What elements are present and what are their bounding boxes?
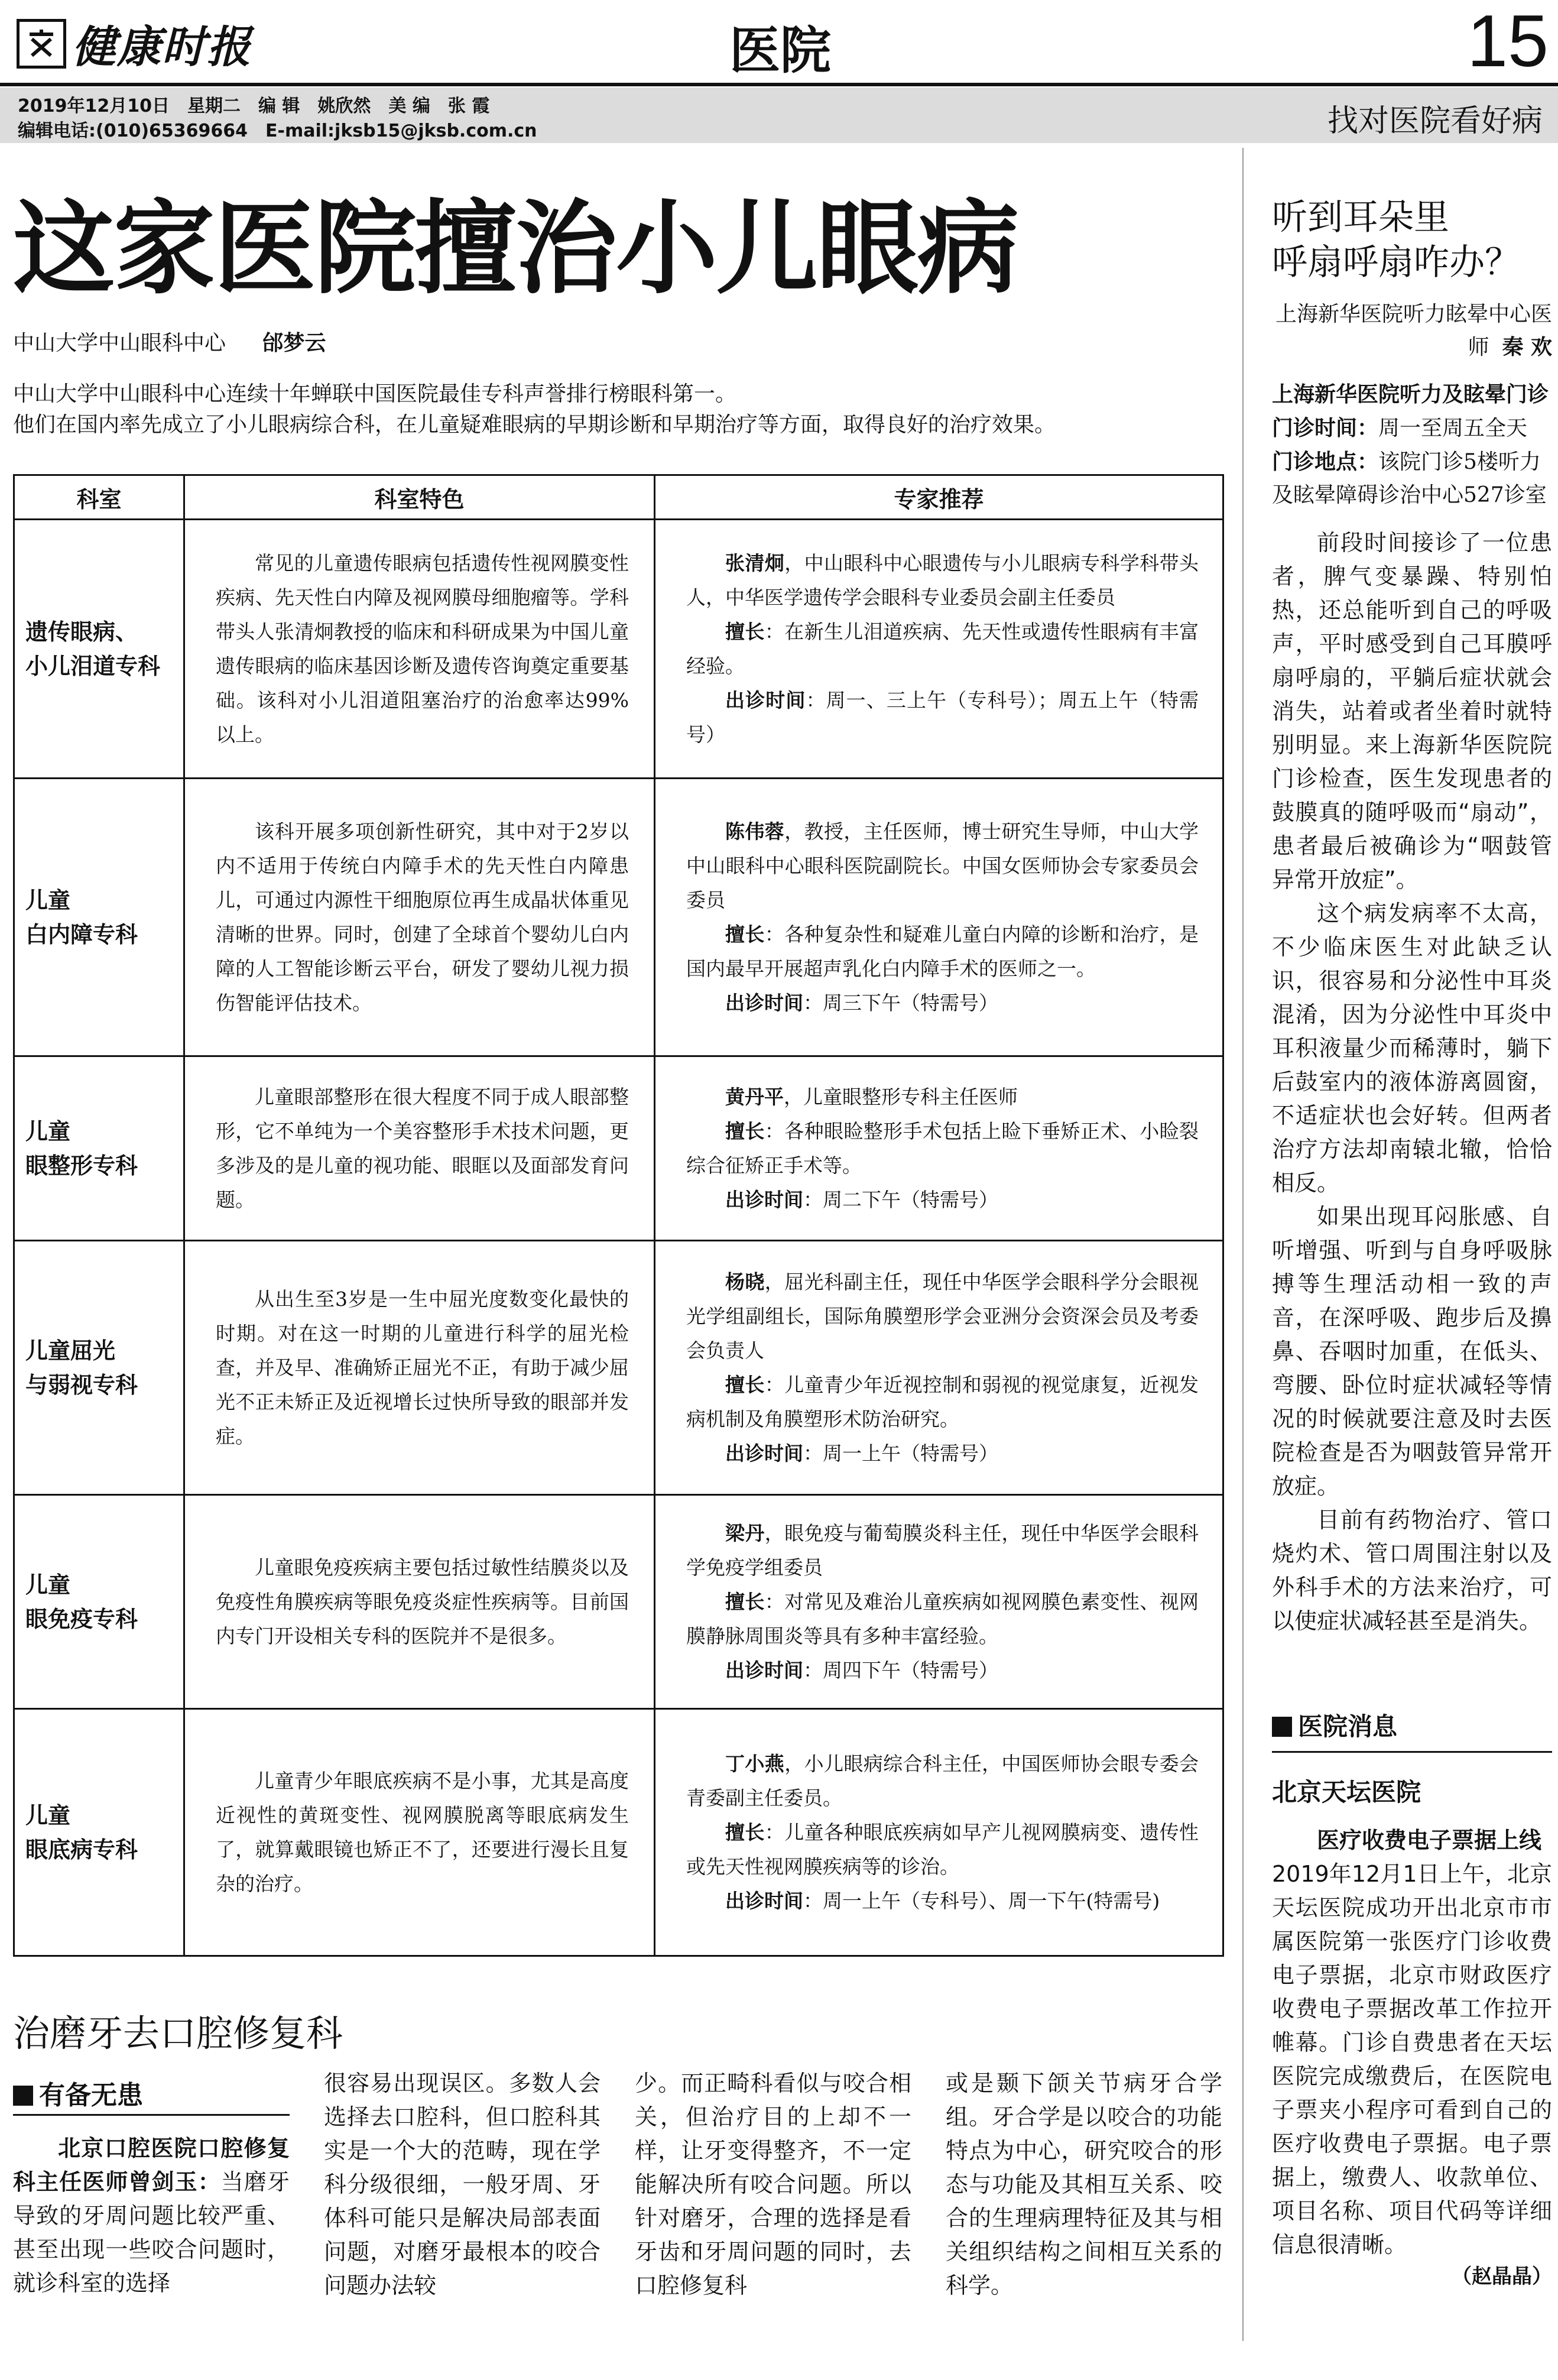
column-divider [1242,148,1244,2341]
byline-org: 中山大学中山眼科中心 [13,331,226,355]
intro-line-1: 中山大学中山眼科中心连续十年蝉联中国医院最佳专科声誉排行榜眼科第一。 [13,382,737,406]
contact-line: 编辑电话:(010)65369664 E-mail:jksb15@jksb.com.cn [18,121,537,141]
expert-cell: 陈伟蓉，教授，主任医师，博士研究生导师，中山大学中山眼科中心眼科医院副院长。中国女医师协会专家委员会委员 擅长：各种复杂性和疑难儿童白内障的诊断和治疗，是国内最早开展超声乳化白内障手术的医师之一。 出诊时间：周三下午（特需号） [655,779,1223,1056]
department-cell: 儿童 眼底病专科 [14,1709,184,1956]
sidebar-headline: 听到耳朵里 呼扇呼扇咋办？ [1272,197,1520,283]
department-table [13,474,1224,1957]
sidebar-paragraph: 如果出现耳闷胀感、自听增强、听到与自身呼吸脉搏等生理活动相一致的声音，在深呼吸、跑步后及擤鼻、吞咽时加重，在低头、弯腰、卧位时症状减轻等情况的时候就要注意及时去医院检查是否为咽鼓管异常开放症。 [1272,1204,1552,1499]
bottom-column-3: 少。而正畸科看似与咬合相关，但治疗目的上却不一样，让牙变得整齐，不一定能解决所有咬合问题。所以针对磨牙，合理的选择是看牙齿和牙周问题的同时，去口腔修复科 [635,2070,911,2298]
section-square-icon [1272,1717,1292,1737]
expert-name: 杨晓 [725,1270,765,1293]
logo-text: 健康时报 [72,22,252,73]
table-row [14,1056,1223,1241]
header-feature: 科室特色 [184,475,655,520]
header-department: 科室 [14,475,184,520]
feature-cell: 儿童眼免疫疾病主要包括过敏性结膜炎以及免疫性角膜疾病等眼免疫炎症性疾病等。目前国内专门开设相关专科的医院并不是很多。 [184,1495,655,1709]
feature-cell: 儿童青少年眼底疾病不是小事，尤其是高度近视性的黄斑变性、视网膜脱离等眼底病发生了，就算戴眼镜也矫正不了，还要进行漫长且复杂的治疗。 [184,1709,655,1956]
bottom-column-4: 或是颞下颌关节病牙合学组。牙合学是以咬合的功能特点为中心，研究咬合的形态与功能及其相互关系、咬合的生理病理特征及其与相关组织结构之间相互关系的科学。 [946,2070,1222,2298]
feature-cell: 儿童眼部整形在很大程度不同于成人眼部整形，它不单纯为一个美容整形手术技术问题，更多涉及的是儿童的视功能、眼眶以及面部发育问题。 [184,1056,655,1241]
department-cell: 遗传眼病、 小儿泪道专科 [14,520,184,779]
expert-cell: 梁丹，眼免疫与葡萄膜炎科主任，现任中华医学会眼科学免疫学组委员 擅长：对常见及难治儿童疾病如视网膜色素变性、视网膜静脉周围炎等具有多种丰富经验。 出诊时间：周四下午（特需号） [655,1495,1223,1709]
table-row [14,1495,1223,1709]
expert-cell: 黄丹平，儿童眼整形专科主任医师 擅长：各种眼睑整形手术包括上睑下垂矫正术、小睑裂综合征矫正手术等。 出诊时间：周二下午（特需号） [655,1056,1223,1241]
table-header-row [14,475,1223,520]
news-title: 医疗收费电子票据上线 [1317,1827,1542,1853]
sidebar-paragraph: 这个病发病率不太高，不少临床医生对此缺乏认识，很容易和分泌性中耳炎混淆，因为分泌性中耳炎中耳积液量少而稀薄时，躺下后鼓室内的液体游离圆窗，不适症状也会好转。但两者治疗方法却南辕北辙，恰恰相反。 [1272,900,1552,1196]
sidebar [1272,195,1552,1638]
header-rule [0,83,1558,86]
date-line: 2019年12月10日 星期二 编 辑 姚欣然 美 编 张 霞 [18,96,490,116]
main-headline: 这家医院擅治小儿眼病 [13,188,1018,308]
bottom-byline: 北京口腔医院口腔修复科主任医师曾剑玉： [13,2135,290,2195]
news-label: 医院消息 [1272,1707,1552,1753]
byline-author: 邰梦云 [262,331,326,355]
section-title: 医院 [729,21,831,80]
sidebar-byline: 上海新华医院听力眩晕中心医师 秦 欢 [1275,302,1552,359]
expert-cell: 张清炯，中山眼科中心眼遗传与小儿眼病专科学科带头人，中华医学遗传学会眼科专业委员会副主任委员 擅长：在新生儿泪道疾病、先天性或遗传性眼病有丰富经验。 出诊时间：周一、三上午（专科号）；周五上午（特需号） [655,520,1223,779]
table-row [14,1241,1223,1495]
expert-cell: 丁小燕，小儿眼病综合科主任，中国医师协会眼专委会青委副主任委员。 擅长：儿童各种眼底疾病如早产儿视网膜病变、遗传性或先天性视网膜疾病等的诊治。 出诊时间：周一上午（专科号）、周一下午(特需号) [655,1709,1223,1956]
department-cell: 儿童 眼整形专科 [14,1056,184,1241]
feature-cell: 该科开展多项创新性研究，其中对于2岁以内不适用于传统白内障手术的先天性白内障患儿，可通过内源性干细胞原位再生成晶状体重见清晰的世界。同时，创建了全球首个婴幼儿白内障的人工智能诊断云平台，研发了婴幼儿视力损伤智能评估技术。 [184,779,655,1056]
department-cell: 儿童 眼免疫专科 [14,1495,184,1709]
sidebar-paragraph: 前段时间接诊了一位患者，脾气变暴躁、特别怕热，还总能听到自己的呼吸声，平时感受到自己耳膜呼扇呼扇的，平躺后症状就会消失，站着或者坐着时就特别明显。来上海新华医院院门诊检查，医生发现患者的鼓膜真的随呼吸而“扇动”，患者最后被确诊为“咽鼓管异常开放症”。 [1272,530,1552,893]
news-section [1272,1707,1552,2291]
header-expert: 专家推荐 [655,475,1223,520]
expert-name: 张清炯 [725,551,785,575]
masthead-logo [17,17,252,71]
header-slogan: 找对医院看好病 [1327,103,1543,139]
table-row [14,1709,1223,1956]
bottom-headline: 治磨牙去口腔修复科 [13,2012,343,2055]
section-square-icon [13,2086,33,2106]
department-cell: 儿童 白内障专科 [14,779,184,1056]
news-hospital: 北京天坛医院 [1272,1778,1421,1807]
logo-mark-icon [17,19,66,69]
table-row [14,520,1223,779]
feature-cell: 常见的儿童遗传眼病包括遗传性视网膜变性疾病、先天性白内障及视网膜母细胞瘤等。学科带头人张清炯教授的临床和科研成果为中国儿童遗传眼病的临床基因诊断及遗传咨询奠定重要基础。该科对小儿泪道阻塞治疗的治愈率达99%以上。 [184,520,655,779]
expert-name: 梁丹 [725,1521,765,1545]
feature-cell: 从出生至3岁是一生中屈光度数变化最快的时期。对在这一时期的儿童进行科学的屈光检查，并及早、准确矫正屈光不正，有助于减少屈光不正未矫正及近视增长过快所导致的眼部并发症。 [184,1241,655,1495]
bottom-section-label: 有备无患 [13,2074,290,2112]
expert-cell: 杨晓，屈光科副主任，现任中华医学会眼科学分会眼视光学组副组长，国际角膜塑形学会亚洲分会资深会员及考委会负责人 擅长：儿童青少年近视控制和弱视的视觉康复，近视发病机制及角膜塑形术防治研究。 出诊时间：周一上午（特需号） [655,1241,1223,1495]
table-row [14,779,1223,1056]
bottom-label-rule [13,2114,290,2116]
expert-name: 丁小燕 [725,1752,785,1775]
department-cell: 儿童屈光 与弱视专科 [14,1241,184,1495]
bottom-column-1: 北京口腔医院口腔修复科主任医师曾剑玉：当磨牙导致的牙周问题比较严重、甚至出现一些咬合问题时，就诊科室的选择 [13,2135,290,2296]
sidebar-paragraph: 目前有药物治疗、管口烧灼术、管口周围注射以及外科手术的方法来治疗，可以使症状减轻甚至是消失。 [1272,1507,1552,1634]
intro-line-2: 他们在国内率先成立了小儿眼病综合科，在儿童疑难眼病的早期诊断和早期治疗等方面，取得良好的治疗效果。 [13,413,1056,437]
bottom-column-2: 很容易出现误区。多数人会选择去口腔科，但口腔科其实是一个大的范畴，现在学科分级很细，一般牙周、牙体科可能只是解决局部表面问题，对磨牙最根本的咬合问题办法较 [324,2070,601,2298]
news-author: （赵晶晶） [1452,2265,1552,2288]
news-body: 医疗收费电子票据上线2019年12月1日上午，北京天坛医院成功开出北京市市属医院第一张医疗门诊收费电子票据，北京市财政医疗收费电子票据改革工作拉开帷幕。门诊自费患者在天坛医院完成缴费后，在医院电子票夹小程序可看到自己的医疗收费电子票据。电子票据上，缴费人、收款单位、项目名称、项目代码等详细信息很清晰。 [1272,1827,1552,2258]
expert-name: 黄丹平 [725,1085,784,1108]
expert-name: 陈伟蓉 [725,819,785,843]
main-byline [13,326,326,356]
clinic-info: 上海新华医院听力及眩晕门诊 门诊时间：周一至周五全天 门诊地点：该院门诊5楼听力及眩晕障碍诊治中心527诊室 [1272,382,1549,507]
page-number: 15 [1467,1,1549,82]
